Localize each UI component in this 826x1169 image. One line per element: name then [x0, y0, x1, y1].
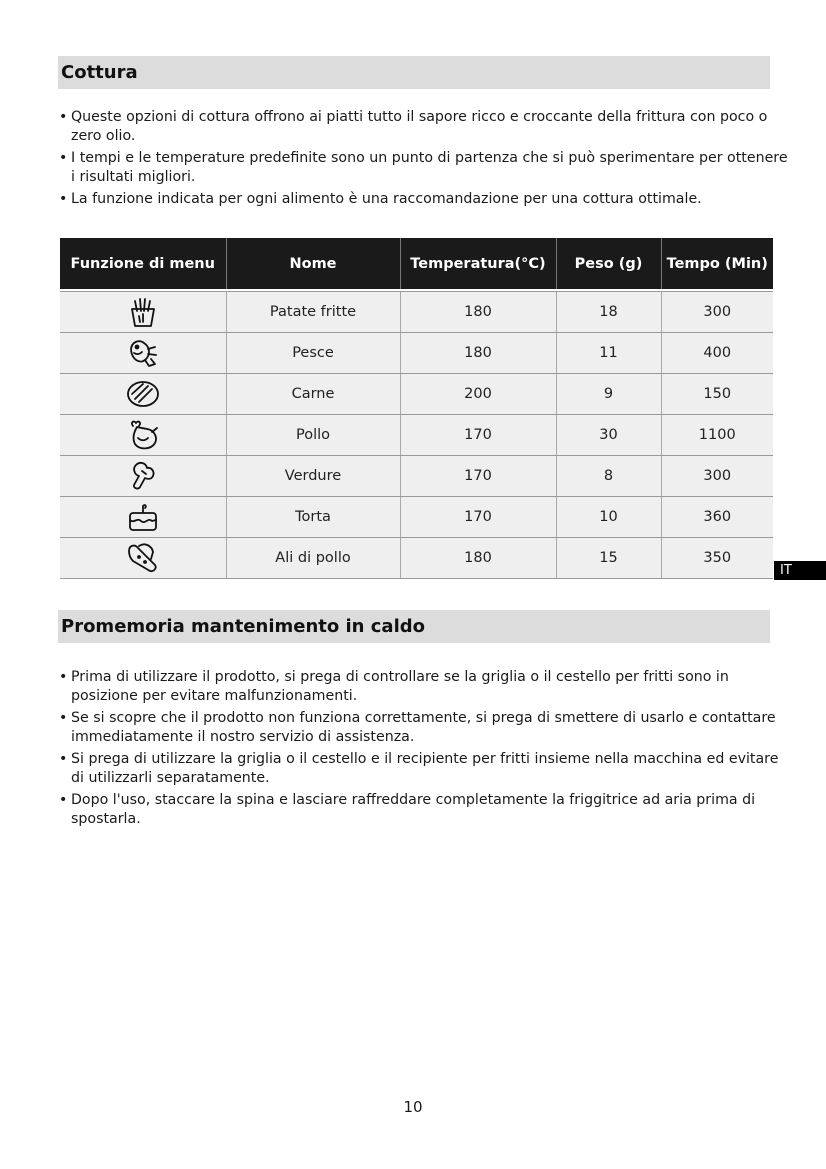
row-weight: 9	[556, 374, 661, 415]
table-row	[60, 415, 773, 456]
fries-icon	[126, 296, 160, 328]
row-temperature: 170	[400, 415, 556, 456]
cooking-menu-table	[60, 238, 773, 579]
row-weight: 30	[556, 415, 661, 456]
column-header-temperature: Temperatura(°C)	[400, 238, 556, 289]
table-row	[60, 497, 773, 538]
cooking-section-title: Cottura	[58, 56, 770, 89]
table-row	[60, 333, 773, 374]
table-row	[60, 374, 773, 415]
page-number: 10	[403, 1098, 423, 1116]
list-item: • Si prega di utilizzare la griglia o il cestello e il recipiente per fritti insieme nella macchina ed evitare di utilizzarli separatamente.	[58, 750, 788, 788]
row-name: Pesce	[226, 333, 400, 374]
column-header-time: Tempo (Min)	[661, 238, 773, 289]
list-item: • Queste opzioni di cottura offrono ai piatti tutto il sapore ricco e croccante della frittura con poco o zero olio.	[58, 108, 788, 146]
list-item: • La funzione indicata per ogni alimento è una raccomandazione per una cottura ottimale.	[58, 190, 788, 209]
cake-icon	[125, 500, 161, 534]
table-row	[60, 292, 773, 333]
list-item: • Dopo l'uso, staccare la spina e lasciare raffreddare completamente la friggitrice ad aria prima di spostarla.	[58, 791, 788, 829]
fish-icon	[125, 336, 161, 370]
chicken-icon	[124, 418, 162, 452]
vegetable-icon	[126, 459, 160, 493]
column-header-function: Funzione di menu	[60, 238, 226, 289]
row-weight: 8	[556, 456, 661, 497]
list-item: • Se si scopre che il prodotto non funziona correttamente, si prega di smettere di usarlo e contattare immediatamente il nostro servizio di assistenza.	[58, 709, 788, 747]
language-tab: IT	[774, 561, 826, 580]
cooking-notes	[58, 108, 788, 212]
row-temperature: 200	[400, 374, 556, 415]
chicken-wings-icon	[125, 541, 161, 575]
list-item: • I tempi e le temperature predefinite sono un punto di partenza che si può sperimentare per ottenere i risultati migliori.	[58, 149, 788, 187]
row-name: Carne	[226, 374, 400, 415]
row-name: Patate fritte	[226, 292, 400, 333]
row-weight: 11	[556, 333, 661, 374]
row-name: Pollo	[226, 415, 400, 456]
table-row	[60, 456, 773, 497]
row-temperature: 180	[400, 292, 556, 333]
row-weight: 18	[556, 292, 661, 333]
table-row	[60, 538, 773, 579]
list-item: • Prima di utilizzare il prodotto, si prega di controllare se la griglia o il cestello per fritti sono in posizione per evitare malfunzionamenti.	[58, 668, 788, 706]
row-time: 300	[661, 292, 773, 333]
row-time: 350	[661, 538, 773, 579]
row-temperature: 170	[400, 456, 556, 497]
column-header-weight: Peso (g)	[556, 238, 661, 289]
steak-icon	[124, 378, 162, 410]
keep-warm-notes	[58, 668, 788, 832]
row-weight: 10	[556, 497, 661, 538]
row-time: 360	[661, 497, 773, 538]
row-temperature: 180	[400, 333, 556, 374]
row-name: Verdure	[226, 456, 400, 497]
row-time: 300	[661, 456, 773, 497]
row-temperature: 170	[400, 497, 556, 538]
row-time: 150	[661, 374, 773, 415]
keep-warm-section-title: Promemoria mantenimento in caldo	[58, 610, 770, 643]
row-temperature: 180	[400, 538, 556, 579]
row-time: 400	[661, 333, 773, 374]
row-weight: 15	[556, 538, 661, 579]
row-name: Torta	[226, 497, 400, 538]
row-time: 1100	[661, 415, 773, 456]
column-header-name: Nome	[226, 238, 400, 289]
row-name: Ali di pollo	[226, 538, 400, 579]
